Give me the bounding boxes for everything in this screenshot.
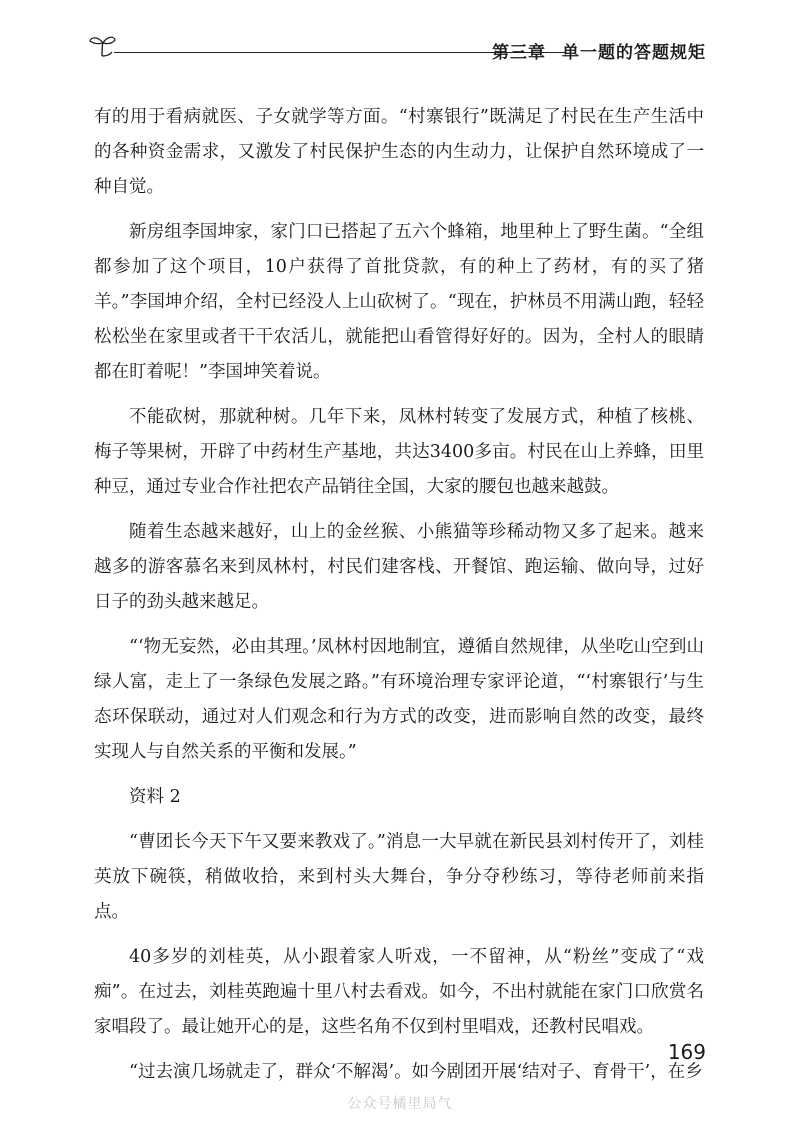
sprout-icon <box>88 32 118 58</box>
paragraph-6: “曹团长今天下午又要来教戏了。”消息一大早就在新民县刘村传开了，刘桂英放下碗筷，稍做收拾，来到村头大舞台，争分夺秒练习，等待老师前来指点。 <box>94 832 704 922</box>
watermark: 公众号橘里局气 <box>347 1096 453 1112</box>
paragraph-3: 不能砍树，那就种树。几年下来，凤林村转变了发展方式，种植了核桃、梅子等果树，开辟了中药材生产基地，共达3400多亩。村民在山上养蜂，田里种豆，通过专业合作社把农产品销往全国，大家的腰包也越来越鼓。 <box>94 407 704 497</box>
chapter-heading <box>492 38 706 63</box>
page-body <box>94 100 704 1100</box>
paragraph-1: 有的用于看病就医、子女就学等方面。“村寨银行”既满足了村民在生产生活中的各种资金需求，又激发了村民保护生态的内生动力，让保护自然环境成了一种自觉。 <box>94 107 704 197</box>
chapter-title: 单一题的答题规矩 <box>562 43 706 63</box>
paragraph-8: “过去演几场就走了，群众‘不解渴’。如今剧团开展‘结对子、育骨干’，在乡 <box>129 1062 703 1082</box>
paragraph-7: 40多岁的刘桂英，从小跟着家人听戏，一不留神，从“粉丝”变成了“戏痴”。在过去，刘桂英跑遍十里八村去看戏。如今，不出村就能在家门口欣赏名家唱段了。最让她开心的是，这些名角不仅到村里唱戏，还教村民唱戏。 <box>94 947 704 1037</box>
chapter-label: 第三章 <box>492 43 546 63</box>
paragraph-5: “‘物无妄然，必由其理。’凤林村因地制宜，遵循自然规律，从坐吃山空到山绿人富，走上了一条绿色发展之路。”有环境治理专家评论道，“‘村寨银行’与生态环保联动，通过对人们观念和行为方式的改变，进而影响自然的改变，最终实现人与自然关系的平衡和发展。” <box>94 637 704 762</box>
paragraph-4: 随着生态越来越好，山上的金丝猴、小熊猫等珍稀动物又多了起来。越来越多的游客慕名来到凤林村，村民们建客栈、开餐馆、跑运输、做向导，过好日子的劲头越来越足。 <box>94 522 704 612</box>
paragraph-2: 新房组李国坤家，家门口已搭起了五六个蜂箱，地里种上了野生菌。“全组都参加了这个项目，10户获得了首批贷款，有的种上了药材，有的买了猪羊。”李国坤介绍，全村已经没人上山砍树了。“现在，护林员不用满山跑，轻轻松松坐在家里或者干干农活儿，就能把山看管得好好的。因为，全村人的眼睛都在盯着呢！”李国坤笑着说。 <box>94 222 704 382</box>
page-number: 169 <box>667 1040 706 1064</box>
section-heading-material-2: 资料 2 <box>129 787 181 807</box>
running-header <box>88 30 706 63</box>
